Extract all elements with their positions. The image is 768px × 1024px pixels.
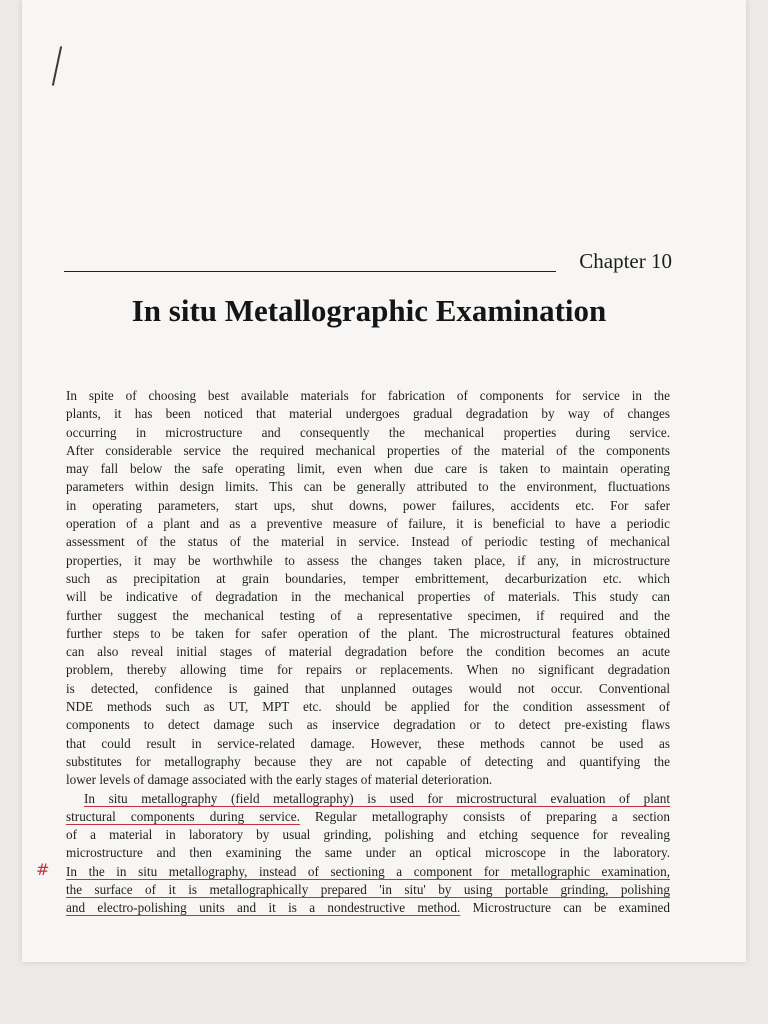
text-line: is detected, confidence is gained that unplanned outages would not occur. Conventional xyxy=(66,680,670,696)
underlined-text-line: the surface of it is metallographically prepared 'in situ' by using portable grinding, polishing xyxy=(66,882,670,898)
pencil-mark xyxy=(52,46,62,86)
text-line: further suggest the mechanical testing of a representative specimen, if required and the xyxy=(66,607,670,623)
text-line: NDE methods such as UT, MPT etc. should be applied for the condition assessment of xyxy=(66,699,670,715)
text-line: can also reveal initial stages of material degradation before the condition becomes an acute xyxy=(66,644,670,660)
text-line: assessment of the status of the material in service. Instead of periodic testing of mechanical xyxy=(66,534,670,550)
text-line: substitutes for metallography because they are not capable of detecting and quantifying the xyxy=(66,753,670,769)
text-line: In spite of choosing best available materials for fabrication of components for service in the xyxy=(66,388,670,403)
text-line: of a material in laboratory by usual grinding, polishing and etching sequence for revealing xyxy=(66,827,670,843)
text-line: will be indicative of degradation in the mechanical properties of materials. This study can xyxy=(66,589,670,605)
text-line: properties, it may be worthwhile to assess the changes taken place, if any, in microstructure xyxy=(66,552,670,568)
text-line: operation of a plant and as a preventive measure of failure, it is beneficial to have a periodic xyxy=(66,516,670,532)
underlined-text-line: In the in situ metallography, instead of sectioning a component for metallographic examination, xyxy=(66,863,670,879)
underlined-text: In situ metallography (field metallography) is used for microstructural evaluation of plant xyxy=(84,790,670,806)
underlined-text: structural components during service. xyxy=(66,808,300,824)
underlined-text: and electro-polishing units and it is a nondestructive method. xyxy=(66,900,461,916)
text-line xyxy=(66,790,670,808)
text-line: components to detect damage such as inservice degradation or to detect pre-existing flaws xyxy=(66,717,670,733)
text-line: may fall below the safe operating limit, even when due care is taken to maintain operating xyxy=(66,461,670,477)
chapter-rule xyxy=(64,271,556,272)
chapter-label: Chapter 10 xyxy=(579,249,672,273)
text-line: parameters within design limits. This can be generally attributed to the environment, fluctuations xyxy=(66,479,670,495)
text-line: microstructure and then examining the same under an optical microscope in the laboratory. xyxy=(66,845,670,861)
text-fragment: Microstructure can be examined xyxy=(460,900,670,916)
chapter-title: In situ Metallographic Examination xyxy=(131,293,607,328)
text-line: After considerable service the required mechanical properties of the material of the components xyxy=(66,442,670,458)
text-fragment: Regular metallography consists of preparing a section xyxy=(299,808,670,824)
text-line: further steps to be taken for safer operation of the plant. The microstructural features obtained xyxy=(66,625,670,641)
text-line: that could result in service-related damage. However, these methods cannot be used as xyxy=(66,735,670,751)
text-line xyxy=(66,899,670,917)
chapter-body xyxy=(66,387,670,918)
text-line xyxy=(66,808,670,826)
text-line: occurring in microstructure and consequently the mechanical properties during service. xyxy=(66,424,670,440)
chapter-header xyxy=(64,248,674,274)
text-line: problem, thereby allowing time for repairs or replacements. When no significant degradation xyxy=(66,662,670,678)
text-line: in operating parameters, start ups, shut downs, power failures, accidents etc. For safer xyxy=(66,497,670,513)
star-annotation: # xyxy=(36,860,50,879)
text-line: plants, it has been noticed that material undergoes gradual degradation by way of changes xyxy=(66,406,670,422)
text-line: lower levels of damage associated with the early stages of material deterioration. xyxy=(66,772,493,788)
text-line: such as precipitation at grain boundaries, temper embrittement, decarburization etc. which xyxy=(66,570,670,586)
